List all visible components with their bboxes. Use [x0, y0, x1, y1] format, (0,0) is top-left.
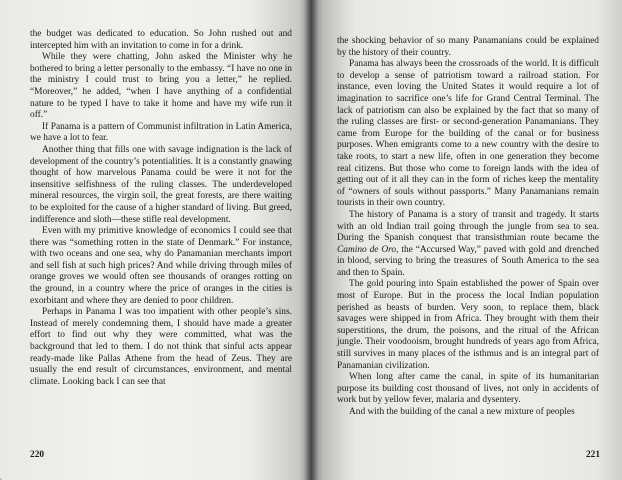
page-number-right: 221: [585, 450, 600, 460]
paragraph: the budget was dedicated to education. So John rushed out and intercepted him with an invitation to come in for a drink.: [30, 29, 292, 51]
paragraph: [337, 210, 599, 280]
paragraph: Perhaps in Panama I was too impatient with other people’s sins. Instead of merely condemning them, I should have made a greater effort to find out why they were committed, what was the background that led to them. I do not think that sinful acts appear ready-made like Pallas Athene from the head of Zeus. They are usually the end result of circumstances, environment, and mental climate. Looking back I can see that: [30, 307, 292, 387]
page-number-left: 220: [30, 450, 45, 460]
paragraph-text: , the “Accursed Way,” paved with gold and drenched in blood, serving to bring the treasures of South America to the sea and then to Spain.: [337, 244, 599, 278]
paragraph: Panama has always been the crossroads of the world. It is difficult to develop a sense of patriotism toward a railroad station. For instance, even loving the United States it would require a lot of imagination to sacrifice one’s life for Grand Central Terminal. The lack of patriotism can also be explained by the fact that so many of the ruling classes are first- or second-generation Panamanians. They came from Europe for the building of the canal or for business purposes. When emigrants come to a new country with the desire to take roots, to start a new life, often in one generation they become real citizens. But those who come to foreign lands with the idea of getting out of it all they can in the form of riches keep the mentality of “owners of souls without passports.” Many Panamanians remain tourists in their own country.: [337, 59, 599, 209]
paragraph: While they were chatting, John asked the Minister why he bothered to bring a letter personally to the embassy. “I have no one in the ministry I could trust to bring you a letter,” he replied. “Moreover,” he added, “when I have anything of a confidential nature to be typed I have to take it home and have my wife run it off.”: [30, 52, 292, 121]
paragraph-text: The history of Panama is a story of transit and tragedy. It starts with an old Indian trail going through the jungle from sea to sea. During the Spanish conquest that transisthmian route became the: [337, 209, 599, 244]
left-page-text: [30, 29, 292, 388]
paragraph: If Panama is a pattern of Communist infiltration in Latin America, we have a lot to fear.: [30, 121, 292, 144]
paragraph: The gold pouring into Spain established the power of Spain over most of Europe. But in the process the local Indian population perished as beasts of burden. Very soon, to replace them, black savages were shipped in from Africa. They brought with them their superstitions, the drum, the poisons, and the ritual of the African jungle. Their voodooism, brought hundreds of years ago from Africa, still survives in many places of the isthmus and is an integral part of Panamanian civilization.: [337, 279, 599, 371]
paragraph: the shocking behavior of so many Panamanians could be explained by the history of their country.: [337, 36, 599, 58]
paragraph: And with the building of the canal a new mixture of peoples: [349, 407, 575, 417]
right-page: [311, 0, 622, 480]
paragraph: When long after came the canal, in spite of its humanitarian purpose its building cost thousand of lives, not only in accidents of work but by yellow fever, malaria and dysentery.: [337, 372, 599, 406]
italic-term: Camino de Oro: [337, 244, 397, 255]
right-page-text: [337, 36, 599, 419]
paragraph: Even with my primitive knowledge of economics I could see that there was “something rotten in the state of Denmark.” For instance, with two oceans and one sea, why do Panamanian merchants import and sell fish at such high prices? And while driving through miles of orange groves we would often see thousands of oranges rotting on the ground, in a country where the price of oranges in the cities is exorbitant and where they are denied to poor children.: [30, 226, 292, 306]
paragraph: Another thing that fills one with savage indignation is the lack of development of the country’s potentialities. It is a constantly gnawing thought of how marvelous Panama could be were it not for the insensitive selfishness of the ruling classes. The underdeveloped mineral resources, the virgin soil, the great forests, are there waiting to be exploited for the cause of a higher standard of living. But greed, indifference and sloth—these stifle real development.: [30, 144, 292, 225]
